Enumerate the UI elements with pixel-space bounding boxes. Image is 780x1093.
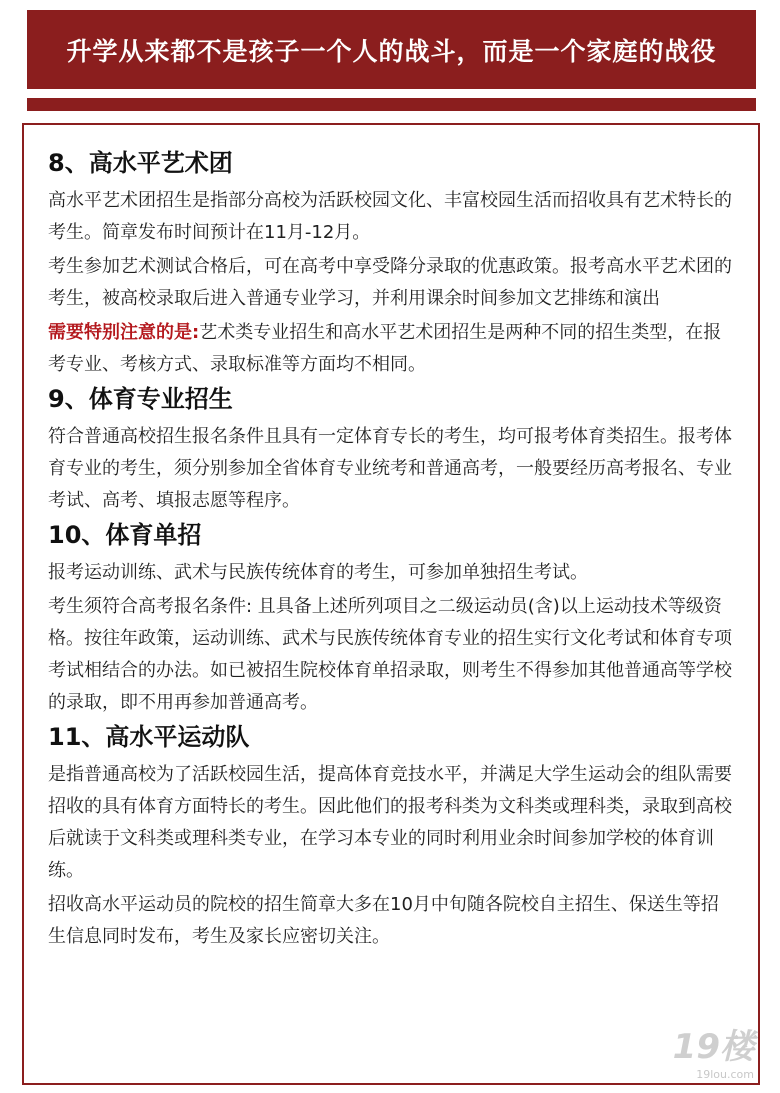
- watermark-logo: 19楼: [672, 1027, 754, 1067]
- paragraph: 符合普通高校招生报名条件且具有一定体育专长的考生，均可报考体育类招生。报考体育专业的考生，须分别参加全省体育专业统考和普通高考，一般要经历高考报名、专业考试、高考、填报志愿等程序。: [48, 426, 732, 511]
- section-title: 8、高水平艺术团: [48, 149, 233, 177]
- paragraph: 是指普通高校为了活跃校园生活，提高体育竞技水平，并满足大学生运动会的组队需要招收的具有体育方面特长的考生。因此他们的报考科类为文科类或理科类，录取到高校后就读于文科类或理科类专业，在学习本专业的同时利用业余时间参加学校的体育训练。: [48, 764, 732, 881]
- section-title: 10、体育单招: [48, 521, 202, 549]
- watermark-domain: 19lou.com: [696, 1068, 754, 1081]
- section-sports-major-admission: [48, 383, 734, 517]
- section-sports-single-admission: [48, 519, 734, 719]
- header-banner: [27, 10, 756, 89]
- note-paragraph: [48, 317, 734, 381]
- section-high-level-art-troupe: [48, 147, 734, 381]
- paragraph: 考生须符合高考报名条件: 且具备上述所列项目之二级运动员(含)以上运动技术等级资格。按往年政策，运动训练、武术与民族传统体育专业的招生实行文化考试和体育专项考试相结合的办法。如已被招生院校体育单招录取，则考生不得参加其他普通高等学校的录取，即不用再参加普通高考。: [48, 596, 732, 713]
- note-label: 需要特别注意的是:: [48, 322, 200, 343]
- paragraph: 招收高水平运动员的院校的招生简章大多在10月中旬随各院校自主招生、保送生等招生信息同时发布，考生及家长应密切关注。: [48, 894, 719, 947]
- section-title: 9、体育专业招生: [48, 385, 233, 413]
- content-panel: [22, 123, 760, 1085]
- section-high-level-sports-team: [48, 721, 734, 953]
- site-watermark: [673, 1019, 754, 1081]
- banner-title: 升学从来都不是孩子一个人的战斗，而是一个家庭的战役: [66, 36, 717, 66]
- paragraph: 高水平艺术团招生是指部分高校为活跃校园文化、丰富校园生活而招收具有艺术特长的考生。简章发布时间预计在11月-12月。: [48, 190, 732, 243]
- paragraph: 考生参加艺术测试合格后，可在高考中享受降分录取的优惠政策。报考高水平艺术团的考生，被高校录取后进入普通专业学习，并利用课余时间参加文艺排练和演出: [48, 256, 732, 309]
- decorative-stripe: [27, 98, 756, 111]
- section-title: 11、高水平运动队: [48, 723, 250, 751]
- paragraph: 报考运动训练、武术与民族传统体育的考生，可参加单独招生考试。: [48, 562, 588, 583]
- note-text: 艺术类专业招生和高水平艺术团招生是两种不同的招生类型，在报考专业、考核方式、录取标准等方面均不相同。: [48, 322, 722, 375]
